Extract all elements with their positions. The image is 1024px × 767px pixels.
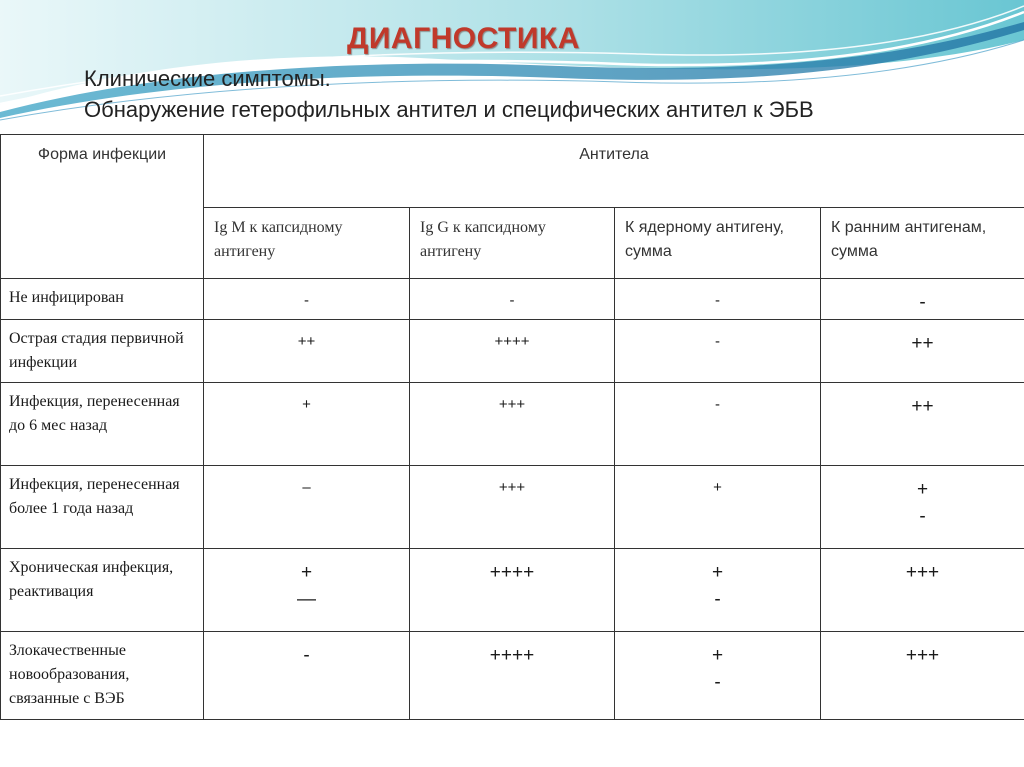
subtitle-antibody-detection: Обнаружение гетерофильных антител и специфических антител к ЭБВ bbox=[84, 97, 814, 122]
slide-title: ДИАГНОСТИКА bbox=[347, 22, 580, 55]
cell-value: ++ bbox=[297, 333, 316, 350]
header-igm-capsid: Ig M к капсидному антигену bbox=[204, 208, 410, 279]
header-igg-capsid: Ig G к капсидному антигену bbox=[410, 208, 615, 279]
cell-igm bbox=[204, 320, 410, 383]
cell-nuclear bbox=[615, 279, 821, 320]
cell-value: ++ bbox=[911, 396, 934, 417]
empty-cell bbox=[410, 720, 615, 759]
table-row bbox=[1, 320, 1024, 383]
cell-early bbox=[821, 383, 1024, 466]
cell-igm bbox=[204, 383, 410, 466]
header-nuclear-antigen: К ядерному антигену, сумма bbox=[615, 208, 821, 279]
row-label: Острая стадия первичной инфекции bbox=[1, 320, 204, 383]
row-label: Инфекция, перенесенная до 6 мес назад bbox=[1, 383, 204, 466]
empty-cell bbox=[615, 720, 821, 759]
subtitle-clinical-symptoms: Клинические симптомы. bbox=[84, 66, 331, 91]
empty-cell bbox=[204, 720, 410, 759]
row-label: Хроническая инфекция, реактивация bbox=[1, 549, 204, 632]
cell-early bbox=[821, 320, 1024, 383]
cell-value: - bbox=[715, 396, 720, 413]
cell-early bbox=[821, 549, 1024, 632]
cell-value: + bbox=[302, 396, 311, 413]
cell-value: +++ bbox=[905, 562, 940, 583]
cell-value: +++ bbox=[905, 645, 940, 666]
table-row bbox=[1, 466, 1024, 549]
cell-igg bbox=[410, 549, 615, 632]
header-early-antigens: К ранним антигенам, сумма bbox=[821, 208, 1024, 279]
cell-early bbox=[821, 279, 1024, 320]
row-label: Инфекция, перенесенная более 1 года назад bbox=[1, 466, 204, 549]
cell-value: + bbox=[711, 562, 724, 583]
table-row bbox=[1, 632, 1024, 720]
table-header-row bbox=[1, 135, 1024, 208]
cell-igm bbox=[204, 279, 410, 320]
table-row bbox=[1, 549, 1024, 632]
cell-value: + bbox=[300, 562, 313, 583]
cell-value: +++ bbox=[498, 479, 526, 496]
cell-early bbox=[821, 466, 1024, 549]
table-footer-row bbox=[1, 720, 1024, 759]
row-label: Не инфицирован bbox=[1, 279, 204, 320]
cell-value: ++++ bbox=[489, 645, 535, 666]
cell-value: ++++ bbox=[494, 333, 530, 350]
cell-igm bbox=[204, 466, 410, 549]
cell-igg bbox=[410, 279, 615, 320]
header-antibodies: Антитела bbox=[204, 135, 1024, 208]
diagnostics-table bbox=[0, 134, 1024, 758]
cell-value: - bbox=[303, 645, 310, 666]
cell-value: — bbox=[297, 589, 316, 610]
cell-nuclear bbox=[615, 383, 821, 466]
cell-value: - bbox=[714, 672, 721, 693]
cell-nuclear bbox=[615, 466, 821, 549]
cell-value: + bbox=[713, 479, 722, 496]
cell-nuclear bbox=[615, 632, 821, 720]
cell-value: - bbox=[714, 589, 721, 610]
table-row bbox=[1, 383, 1024, 466]
cell-value: - bbox=[304, 292, 309, 309]
cell-igm bbox=[204, 549, 410, 632]
header-infection-form: Форма инфекции bbox=[1, 135, 204, 279]
cell-igg bbox=[410, 320, 615, 383]
cell-value: – bbox=[302, 479, 311, 496]
table-row bbox=[1, 279, 1024, 320]
cell-value: + bbox=[711, 645, 724, 666]
row-label: Злокачественные новообразования, связанные с ВЭБ bbox=[1, 632, 204, 720]
cell-igg bbox=[410, 632, 615, 720]
cell-value: - bbox=[919, 506, 926, 527]
cell-nuclear bbox=[615, 549, 821, 632]
cell-value: - bbox=[715, 333, 720, 350]
cell-igg bbox=[410, 466, 615, 549]
cell-value: +++ bbox=[498, 396, 526, 413]
cell-value: + bbox=[916, 479, 929, 500]
cell-value: - bbox=[715, 292, 720, 309]
empty-cell bbox=[821, 720, 1024, 759]
cell-nuclear bbox=[615, 320, 821, 383]
cell-igg bbox=[410, 383, 615, 466]
cell-value: - bbox=[919, 292, 926, 313]
cell-igm bbox=[204, 632, 410, 720]
cell-value: ++++ bbox=[489, 562, 535, 583]
empty-cell bbox=[1, 720, 204, 759]
cell-early bbox=[821, 632, 1024, 720]
cell-value: - bbox=[509, 292, 515, 309]
cell-value: ++ bbox=[911, 333, 934, 354]
